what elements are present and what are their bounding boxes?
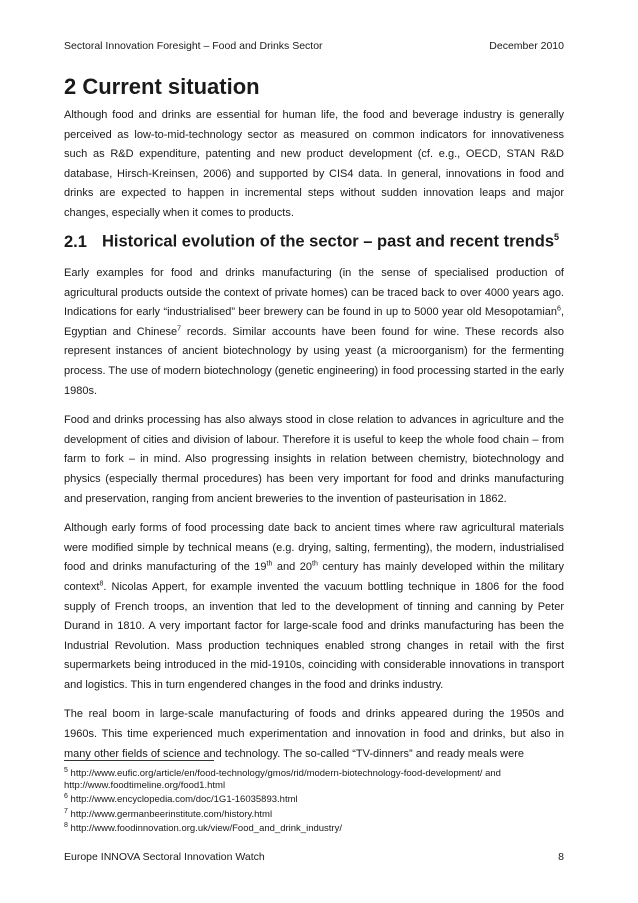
header-title: Sectoral Innovation Foresight – Food and Drinks Sector	[64, 40, 323, 52]
footnote-5-link[interactable]: http://www.eufic.org/article/en/food-technology/gmos/rid/modern-biotechnology-food-development/ and	[67, 768, 501, 780]
paragraph-1	[64, 264, 564, 401]
footnote-ref-7[interactable]: 7	[177, 325, 182, 333]
section-heading: 2 Current situation	[64, 74, 260, 99]
footnote-6-number: 6	[64, 793, 68, 801]
footnote-7-number: 7	[64, 807, 68, 815]
footnote-6-link[interactable]: http://www.encyclopedia.com/doc/1G1-16035893.html	[67, 794, 298, 806]
running-footer	[64, 851, 564, 863]
footnote-8	[64, 820, 564, 835]
footnote-8-number: 8	[64, 822, 68, 830]
p3-ordinal-2: th	[312, 560, 318, 568]
footnote-divider	[64, 760, 214, 761]
p1-text-c: records. Similar accounts have been found for wine. These records also represent instances of ancient biotechnology by using yeast (a microorganism) for the fermenting process. The use of modern biotechnology (genetic engineering) in food processing started in the early 1980s.	[64, 325, 564, 397]
subsection-heading	[64, 232, 559, 252]
header-date: December 2010	[489, 40, 564, 52]
page-number: 8	[558, 851, 564, 863]
paragraph-4: The real boom in large-scale manufacturing of foods and drinks appeared during the 1950s and 1960s. This time experienced much experimentation and innovation in food and drinks, but also in many other fields of science and technology. The so-called “TV-dinners” and ready meals were	[64, 708, 564, 760]
intro-paragraph: Although food and drinks are essential for human life, the food and beverage industry is generally perceived as low-to-mid-technology sector as measured on common indicators for innovativeness such as R&D expenditure, patenting and new product development (cf. e.g., OECD, STAN R&D database, Hirsch-Kreinsen, 2006) and supported by CIS4 data. In general, innovations in food and drinks are expected to happen in incremental steps without sudden innovation leaps and major changes, especially when it comes to products.	[64, 109, 564, 219]
p1-text-b: , Egyptian and Chinese	[64, 306, 564, 338]
intro-block	[64, 106, 564, 234]
p3-text-a: Although early forms of food processing date back to ancient times where raw agricultural materials were modified simple by technical means (e.g. drying, salting, fermenting), the modern, industrialised food and drinks manufacturing of the 19	[64, 522, 564, 574]
footnote-5-continued	[64, 780, 564, 792]
p3-text-b: and 20	[272, 561, 312, 574]
footnote-5-link-2[interactable]: http://www.foodtimeline.org/food1.html	[64, 779, 226, 791]
footnote-5	[64, 765, 564, 780]
p1-text-a: Early examples for food and drinks manufacturing (in the sense of specialised production of agricultural products outside the context of private homes) can be traced back to over 4000 years ago. Indications for early “industrialised” beer brewery can be found in up to 5000 year old Mesopotamian	[64, 267, 564, 319]
footnote-8-link[interactable]: http://www.foodinnovation.org.uk/view/Food_and_drink_industry/	[67, 823, 342, 835]
paragraph-3	[64, 519, 564, 695]
subsection-number: 2.1	[64, 232, 87, 251]
footer-title: Europe INNOVA Sectoral Innovation Watch	[64, 851, 265, 863]
p3-text-d: . Nicolas Appert, for example invented the vacuum bottling technique in 1806 for the food supply of French troops, an invention that led to the development of tinning and canning by Peter Durand in 1810. A very important factor for large-scale food and drinks manufacturing has been the Industrial Revolution. Mass production techniques enabled strong changes in retail with the first supermarkets being introduced in the mid-1910s, coinciding with considerable innovations in transport and logistics. This in turn engendered changes in the food and drinks industry.	[64, 580, 564, 691]
footnote-5-number: 5	[64, 767, 68, 774]
running-header	[64, 40, 564, 52]
footnote-6	[64, 791, 564, 806]
paragraph-2: Food and drinks processing has also always stood in close relation to advances in agriculture and the development of cities and division of labour. Therefore it is useful to keep the whole food chain – from farm to fork – in mind. Also progressing insights in relation between chemistry, biotechnology and physics (especially thermal procedures) has been very important for food and drinks manufacturing and preservation, ranging from ancient breweries to the invention of pasteurisation in 1862.	[64, 414, 564, 505]
footnote-7	[64, 806, 564, 821]
footnote-7-link[interactable]: http://www.germanbeerinstitute.com/history.html	[67, 808, 273, 820]
subsection-title: Historical evolution of the sector – past and recent trends	[102, 232, 555, 251]
footnote-ref-6[interactable]: 6	[557, 305, 561, 313]
p3-ordinal-1: th	[266, 560, 273, 568]
footnote-ref-5[interactable]: 5	[554, 232, 560, 242]
subsection-body	[64, 264, 564, 774]
footnote-ref-8[interactable]: 8	[99, 580, 104, 588]
p3-text-c: century has mainly developed within the military context	[64, 561, 564, 593]
footnotes	[64, 765, 564, 835]
